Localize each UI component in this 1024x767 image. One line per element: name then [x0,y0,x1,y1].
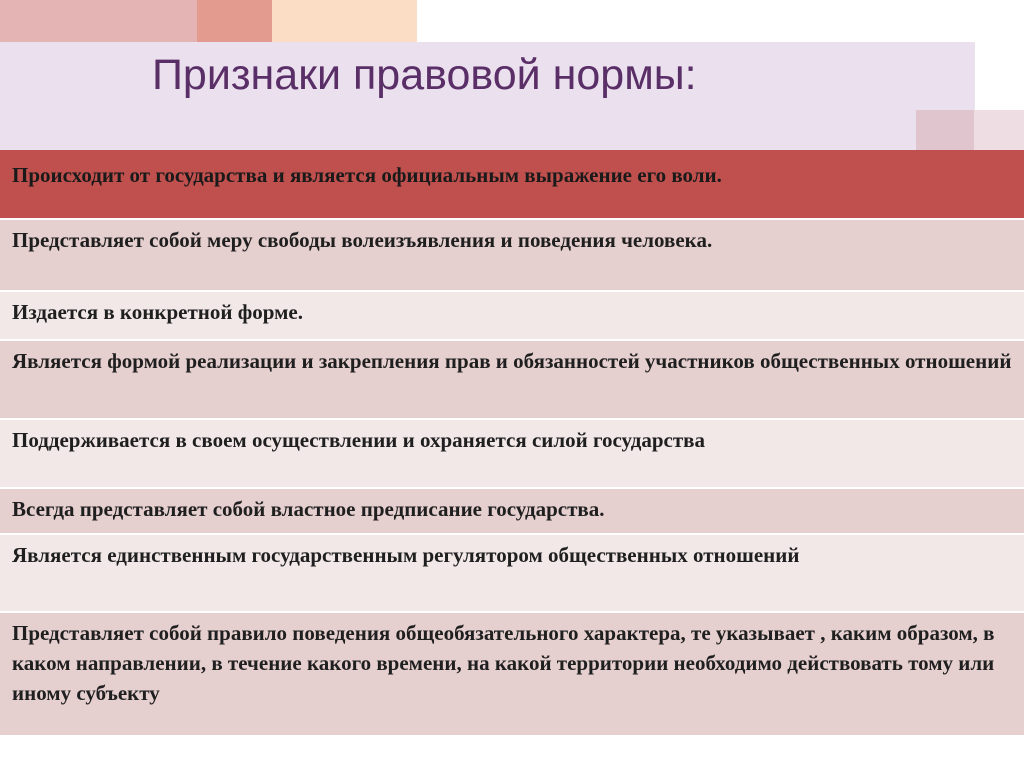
decorative-block [916,110,974,150]
table-row: Всегда представляет собой властное предписание государства. [0,489,1024,535]
table-row: Является формой реализации и закрепления прав и обязанностей участников общественных отношений [0,341,1024,420]
table-row: Является единственным государственным регулятором общественных отношений [0,535,1024,613]
table-row: Происходит от государства и является официальным выражение его воли. [0,150,1024,220]
table-row: Представляет собой меру свободы волеизъявления и поведения человека. [0,220,1024,292]
table-row: Поддерживается в своем осуществлении и охраняется силой государства [0,420,1024,489]
page-title: Признаки правовой нормы: [152,51,697,99]
table-row: Представляет собой правило поведения общеобязательного характера, те указывает , каким образом, в каком направлении, в течение какого времени, на какой территории необходимо действовать тому или иному субъекту [0,613,1024,737]
features-table [0,150,1024,737]
table-row: Издается в конкретной форме. [0,292,1024,341]
